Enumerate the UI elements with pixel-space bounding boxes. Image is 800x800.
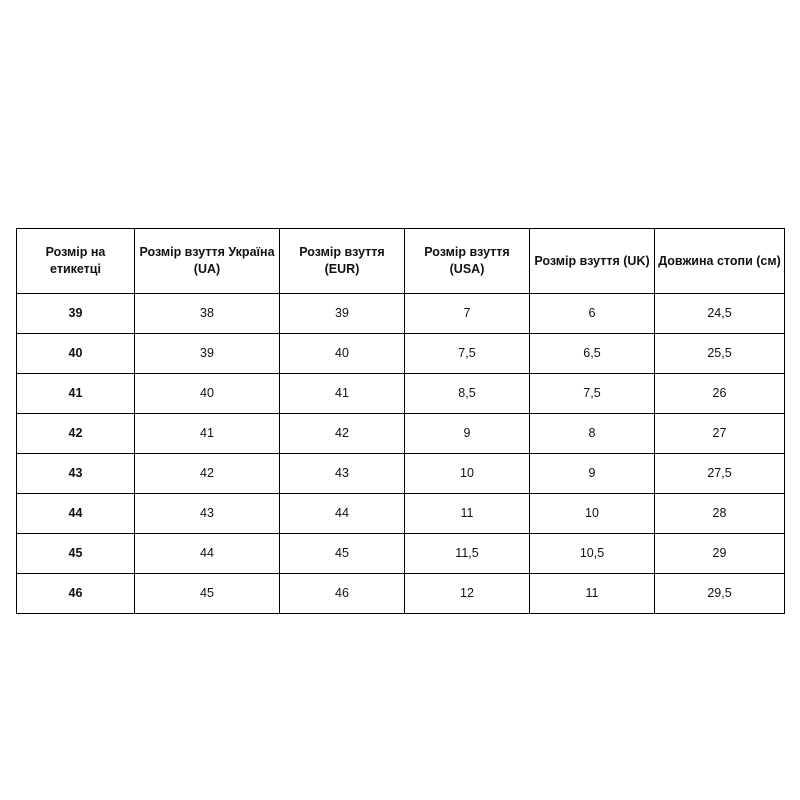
cell-eur-size: 44: [280, 494, 405, 534]
cell-ua-size: 45: [135, 574, 280, 614]
cell-label-size: 39: [17, 294, 135, 334]
cell-eur-size: 42: [280, 414, 405, 454]
size-chart-table: [16, 228, 785, 614]
cell-foot-length: 29,5: [655, 574, 785, 614]
cell-eur-size: 41: [280, 374, 405, 414]
cell-label-size: 41: [17, 374, 135, 414]
column-header-ua-size: Розмір взуття Україна (UA): [135, 229, 280, 294]
cell-eur-size: 46: [280, 574, 405, 614]
cell-foot-length: 28: [655, 494, 785, 534]
cell-label-size: 44: [17, 494, 135, 534]
cell-ua-size: 38: [135, 294, 280, 334]
cell-usa-size: 8,5: [405, 374, 530, 414]
cell-usa-size: 10: [405, 454, 530, 494]
cell-usa-size: 12: [405, 574, 530, 614]
cell-uk-size: 11: [530, 574, 655, 614]
cell-eur-size: 39: [280, 294, 405, 334]
cell-foot-length: 29: [655, 534, 785, 574]
column-header-usa-size: Розмір взуття (USA): [405, 229, 530, 294]
table-row: [17, 494, 785, 534]
cell-label-size: 40: [17, 334, 135, 374]
cell-uk-size: 6: [530, 294, 655, 334]
table-row: [17, 534, 785, 574]
cell-uk-size: 8: [530, 414, 655, 454]
table-row: [17, 374, 785, 414]
cell-label-size: 42: [17, 414, 135, 454]
cell-ua-size: 44: [135, 534, 280, 574]
table-header-row: [17, 229, 785, 294]
cell-usa-size: 7: [405, 294, 530, 334]
cell-foot-length: 25,5: [655, 334, 785, 374]
cell-ua-size: 40: [135, 374, 280, 414]
cell-ua-size: 42: [135, 454, 280, 494]
table-row: [17, 334, 785, 374]
cell-uk-size: 7,5: [530, 374, 655, 414]
cell-ua-size: 43: [135, 494, 280, 534]
cell-uk-size: 10,5: [530, 534, 655, 574]
cell-uk-size: 10: [530, 494, 655, 534]
table-row: [17, 294, 785, 334]
cell-usa-size: 11: [405, 494, 530, 534]
cell-foot-length: 26: [655, 374, 785, 414]
table-row: [17, 574, 785, 614]
cell-eur-size: 40: [280, 334, 405, 374]
cell-usa-size: 9: [405, 414, 530, 454]
cell-uk-size: 6,5: [530, 334, 655, 374]
cell-uk-size: 9: [530, 454, 655, 494]
cell-foot-length: 24,5: [655, 294, 785, 334]
cell-label-size: 45: [17, 534, 135, 574]
table-row: [17, 414, 785, 454]
cell-foot-length: 27: [655, 414, 785, 454]
column-header-uk-size: Розмір взуття (UK): [530, 229, 655, 294]
cell-eur-size: 45: [280, 534, 405, 574]
cell-ua-size: 39: [135, 334, 280, 374]
column-header-foot-length: Довжина стопи (см): [655, 229, 785, 294]
table-row: [17, 454, 785, 494]
cell-usa-size: 7,5: [405, 334, 530, 374]
size-chart-container: [16, 228, 784, 614]
column-header-label-size: Розмір на етикетці: [17, 229, 135, 294]
cell-label-size: 46: [17, 574, 135, 614]
cell-label-size: 43: [17, 454, 135, 494]
cell-usa-size: 11,5: [405, 534, 530, 574]
column-header-eur-size: Розмір взуття (EUR): [280, 229, 405, 294]
cell-ua-size: 41: [135, 414, 280, 454]
cell-eur-size: 43: [280, 454, 405, 494]
cell-foot-length: 27,5: [655, 454, 785, 494]
